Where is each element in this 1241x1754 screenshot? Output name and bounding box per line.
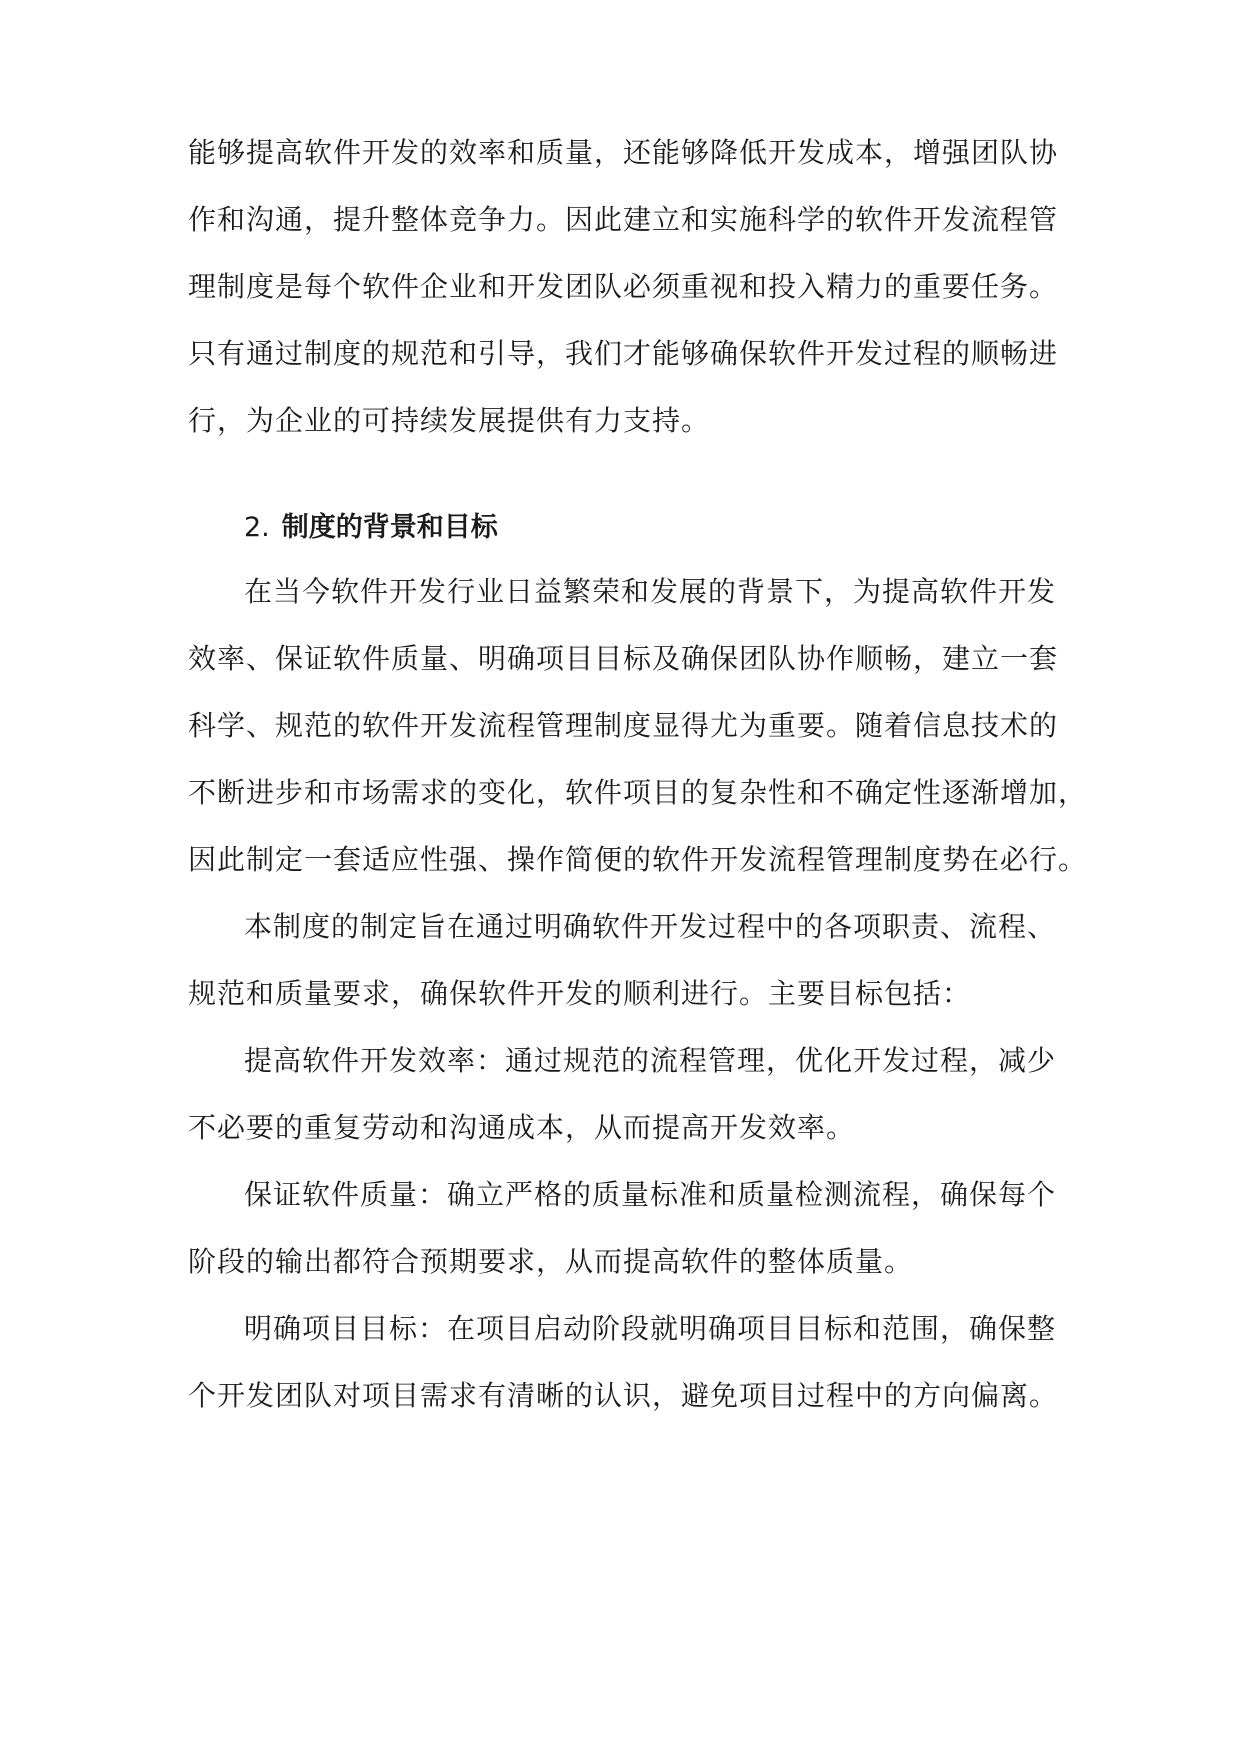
section-number: 2. (244, 512, 270, 543)
paragraph-1-line-5: 行，为企业的可持续发展提供有力支持。 (188, 404, 711, 437)
paragraph-1-line-1: 能够提高软件开发的效率和质量，还能够降低开发成本，增强团队协 (188, 136, 1059, 169)
paragraph-2-line-5: 因此制定一套适应性强、操作简便的软件开发流程管理制度势在必行。 (188, 843, 1088, 876)
paragraph-3-line-1: 本制度的制定旨在通过明确软件开发过程中的各项职责、流程、 (244, 910, 1057, 943)
paragraph-2-line-2: 效率、保证软件质量、明确项目目标及确保团队协作顺畅，建立一套 (188, 642, 1059, 675)
paragraph-3-line-2: 规范和质量要求，确保软件开发的顺利进行。主要目标包括： (188, 977, 972, 1010)
paragraph-1-line-4: 只有通过制度的规范和引导，我们才能够确保软件开发过程的顺畅进 (188, 337, 1059, 370)
goal-1-line-2: 不必要的重复劳动和沟通成本，从而提高开发效率。 (188, 1111, 856, 1144)
paragraph-2-line-3: 科学、规范的软件开发流程管理制度显得尤为重要。随着信息技术的 (188, 709, 1059, 742)
goal-2-line-2: 阶段的输出都符合预期要求，从而提高软件的整体质量。 (188, 1245, 914, 1278)
section-heading (244, 508, 498, 548)
paragraph-2-line-1: 在当今软件开发行业日益繁荣和发展的背景下，为提高软件开发 (244, 575, 1057, 608)
goal-1-line-1: 提高软件开发效率：通过规范的流程管理，优化开发过程，减少 (244, 1044, 1057, 1077)
section-title: 制度的背景和目标 (281, 512, 498, 543)
paragraph-1-line-2: 作和沟通，提升整体竞争力。因此建立和实施科学的软件开发流程管 (188, 203, 1059, 236)
paragraph-1-line-3: 理制度是每个软件企业和开发团队必须重视和投入精力的重要任务。 (188, 270, 1059, 303)
goal-2-line-1: 保证软件质量：确立严格的质量标准和质量检测流程，确保每个 (244, 1178, 1057, 1211)
paragraph-2-line-4: 不断进步和市场需求的变化，软件项目的复杂性和不确定性逐渐增加， (188, 776, 1088, 809)
goal-3-line-2: 个开发团队对项目需求有清晰的认识，避免项目过程中的方向偏离。 (188, 1379, 1059, 1412)
goal-3-line-1: 明确项目目标：在项目启动阶段就明确项目目标和范围，确保整 (244, 1312, 1057, 1345)
